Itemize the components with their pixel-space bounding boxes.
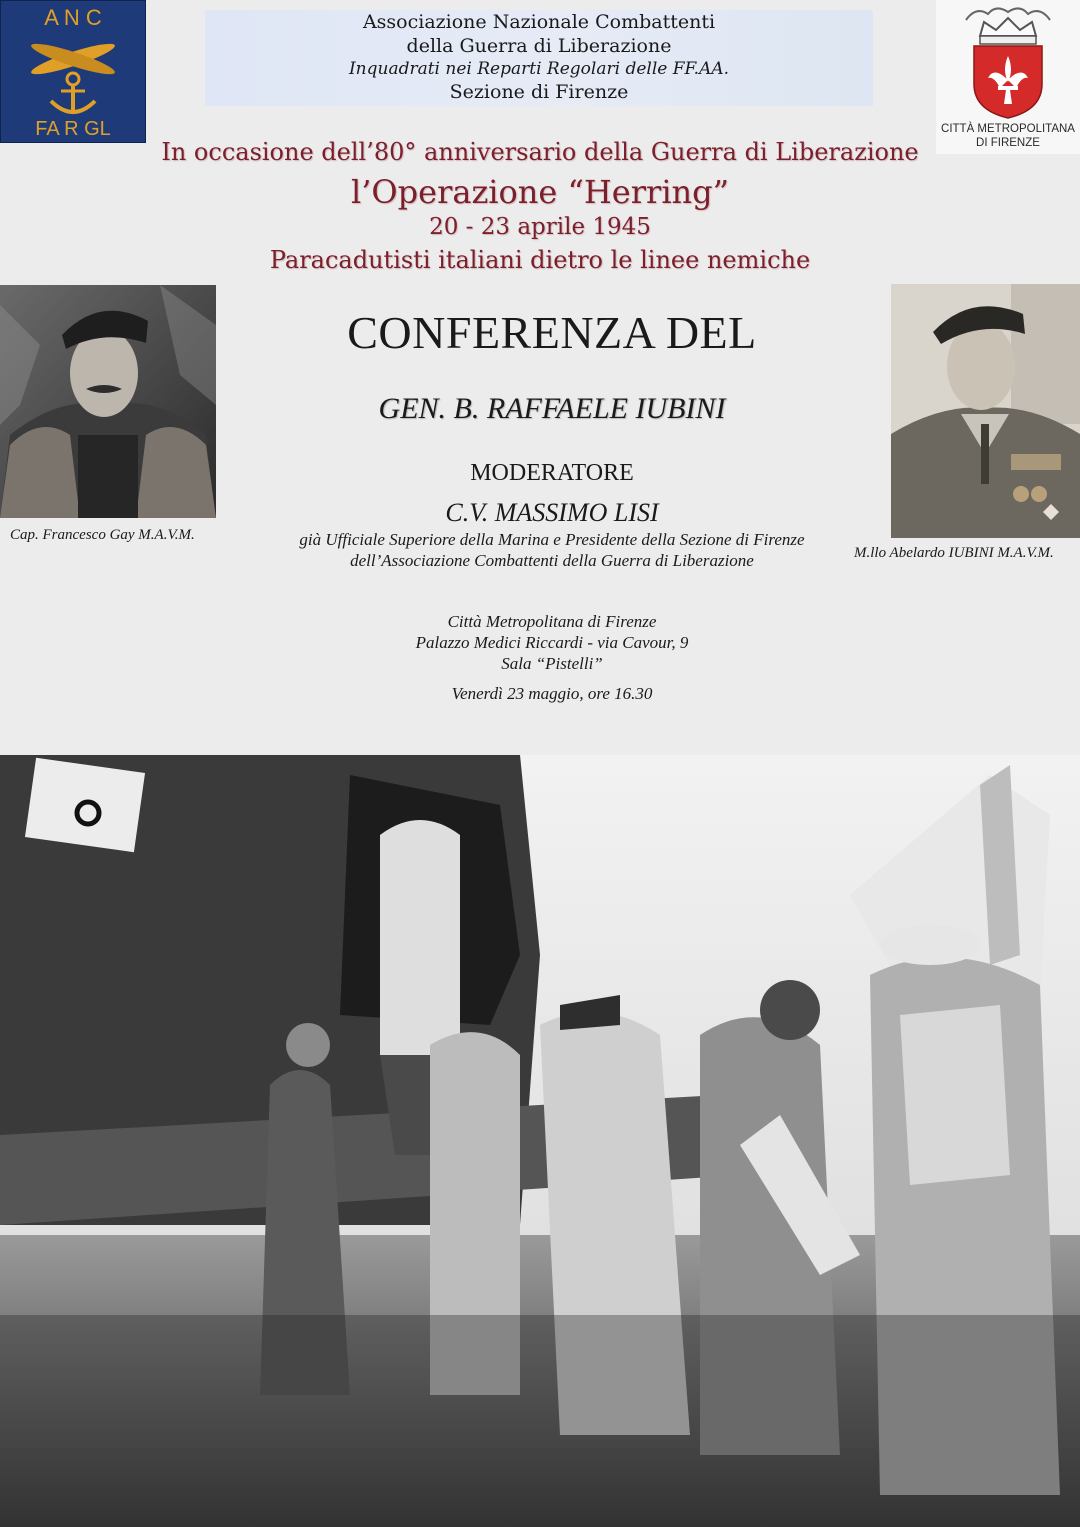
venue-line2: Palazzo Medici Riccardi - via Cavour, 9 <box>415 633 689 652</box>
moderator-label: MODERATORE <box>470 460 634 486</box>
headline-dates: 20 - 23 aprile 1945 <box>429 214 651 240</box>
portrait-photo-right <box>891 284 1080 538</box>
city-metropolitana-logo <box>936 0 1080 154</box>
headline-subtitle: Paracadutisti italiani dietro le linee nemiche <box>269 246 811 274</box>
venue-line3: Sala “Pistelli” <box>501 654 603 673</box>
association-header <box>205 10 873 106</box>
anc-logo-text-bottom: FA R GL <box>35 118 111 140</box>
moderator-role <box>250 529 854 571</box>
headline-operation: l’Operazione “Herring” <box>351 173 729 211</box>
moderator-role-line1: già Ufficiale Superiore della Marina e Presidente della Sezione di Firenze <box>299 530 805 549</box>
florence-lily-shield-icon <box>974 46 1042 118</box>
moderator-role-line2: dell’Associazione Combattenti della Guerra di Liberazione <box>350 551 754 570</box>
association-subtitle: Inquadrati nei Reparti Regolari delle FF.AA. <box>348 59 730 79</box>
association-name-line1: Associazione Nazionale Combattenti <box>362 11 716 33</box>
speaker-name: GEN. B. RAFFAELE IUBINI <box>378 392 726 425</box>
portrait-photo-left <box>0 285 216 518</box>
venue-line1: Città Metropolitana di Firenze <box>447 612 657 631</box>
city-logo-caption-line2: DI FIRENZE <box>976 137 1040 149</box>
event-datetime: Venerdì 23 maggio, ore 16.30 <box>451 684 653 703</box>
association-name-line2: della Guerra di Liberazione <box>406 35 672 57</box>
portrait-caption-right: M.llo Abelardo IUBINI M.A.V.M. <box>854 545 1054 561</box>
portrait-caption-left: Cap. Francesco Gay M.A.V.M. <box>10 527 195 543</box>
city-logo-caption-line1: CITTÀ METROPOLITANA <box>941 123 1075 135</box>
paratroopers-boarding-photo <box>0 755 1080 1527</box>
anc-logo <box>0 0 146 143</box>
association-section: Sezione di Firenze <box>449 81 629 103</box>
crown-icon <box>966 8 1050 44</box>
headline-anniversary: In occasione dell’80° anniversario della Guerra di Liberazione <box>161 138 919 166</box>
anchor-icon <box>29 39 117 113</box>
anc-logo-text-top: A N C <box>44 5 102 30</box>
venue-block <box>300 611 804 674</box>
conference-title: CONFERENZA DEL <box>347 307 757 358</box>
moderator-name: C.V. MASSIMO LISI <box>445 498 659 527</box>
